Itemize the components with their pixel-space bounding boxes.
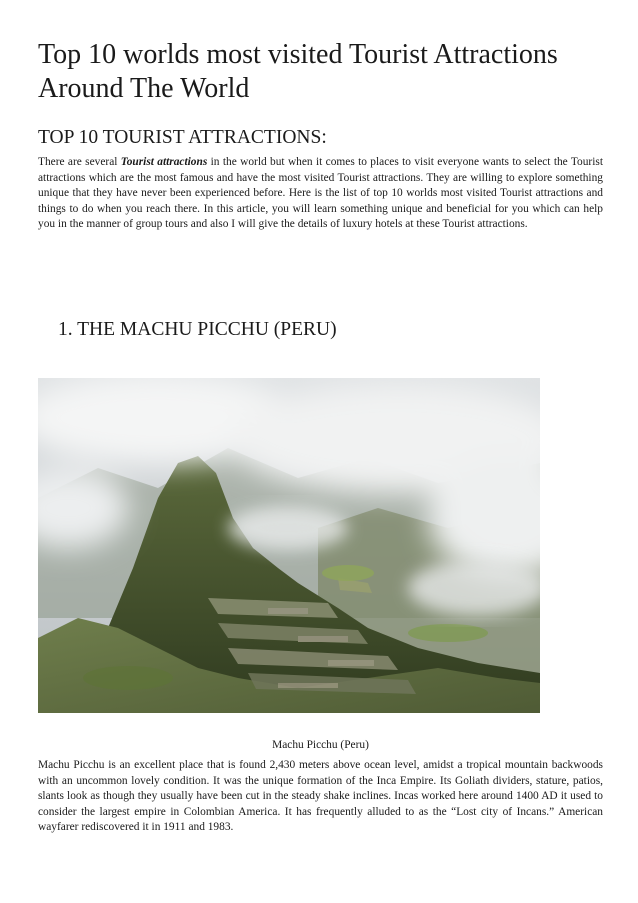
machu-picchu-photo xyxy=(38,378,540,713)
document-title: Top 10 worlds most visited Tourist Attractions Around The World xyxy=(38,39,558,104)
intro-emphasis: Tourist attractions xyxy=(120,156,208,168)
section-heading: TOP 10 TOURIST ATTRACTIONS: xyxy=(38,127,327,148)
intro-text-rest: in the world but when it comes to places to visit everyone wants to select the Tourist attractions which are the most famous and have the most visited Tourist attractions. They are willing to explore something unique that they have never been experienced before. Here is the list of top 10 worlds most visited Tourist attractions and things to do when you reach there. In this article, you will learn something unique and beneficial for you which can help you in the manner of group tours and also I will give the details of luxury hotels at these Tourist attractions. xyxy=(38,156,603,231)
document-page xyxy=(38,38,603,834)
intro-text-start: There are several xyxy=(38,156,121,168)
attraction-description: Machu Picchu is an excellent place that is found 2,430 meters above ocean level, amidst a tropical mountain backwoods with an uncommon lovely condition. It was the unique formation of the Inca Empire. Its Goliath dividers, stature, patios, slants look as though they usually have been cut in the steady shake inclines. Incas worked here around 1400 AD it used to consider the largest empire in Colombian America. It has frequently alluded to as the “Lost city of Incans.” American wayfarer rediscovered it in 1911 and 1983. xyxy=(38,759,603,834)
attraction-heading: 1. THE MACHU PICCHU (PERU) xyxy=(58,319,337,340)
photo-caption: Machu Picchu (Peru) xyxy=(272,739,369,751)
machu-picchu-illustration xyxy=(38,378,540,713)
intro-paragraph xyxy=(38,155,603,233)
